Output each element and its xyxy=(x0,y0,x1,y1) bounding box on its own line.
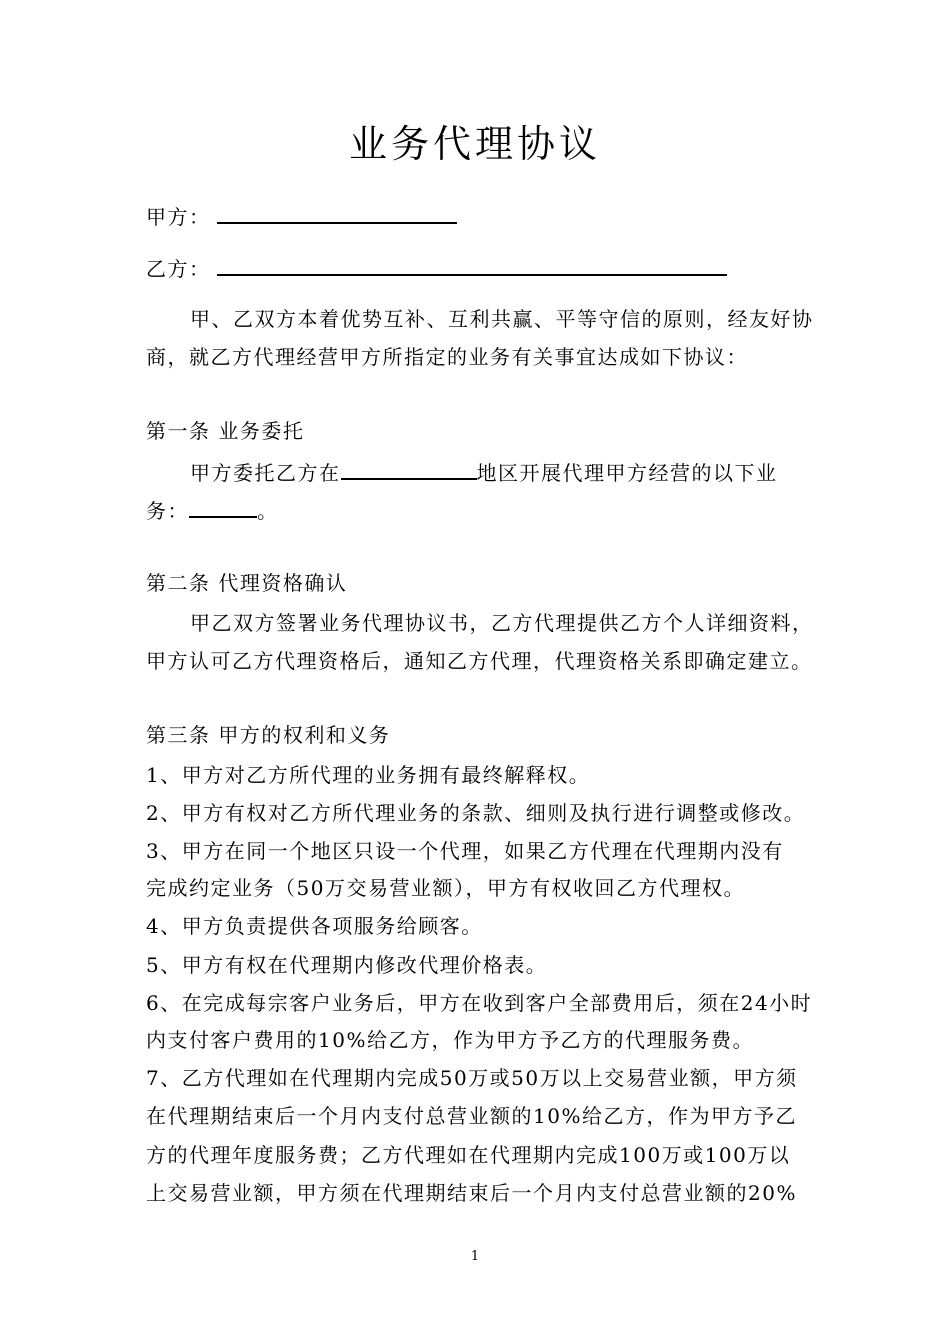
article1-text-post: 地区开展代理甲方经营的以下业 xyxy=(476,461,778,485)
article3-line-3: 3、甲方在同一个地区只设一个代理，如果乙方代理在代理期内没有 xyxy=(146,839,784,863)
article3-line-9: 7、乙方代理如在代理期内完成50万或50万以上交易营业额，甲方须 xyxy=(146,1066,798,1090)
party-b-label: 乙方： xyxy=(146,257,211,281)
article3-line-11: 方的代理年度服务费；乙方代理如在代理期内完成100万或100万以 xyxy=(146,1143,791,1167)
intro-line-2: 商，就乙方代理经营甲方所指定的业务有关事宜达成如下协议： xyxy=(146,345,748,369)
article3-line-4: 完成约定业务（50万交易营业额），甲方有权收回乙方代理权。 xyxy=(146,876,745,900)
article3-line-12: 上交易营业额，甲方须在代理期结束后一个月内支付总营业额的20% xyxy=(146,1181,797,1205)
region-blank xyxy=(341,456,477,480)
article3-line-7: 6、在完成每宗客户业务后，甲方在收到客户全部费用后，须在24小时 xyxy=(146,991,813,1015)
party-b-line xyxy=(146,252,727,284)
article1-business-label: 务： xyxy=(146,499,189,523)
article3-line-2: 2、甲方有权对乙方所代理业务的条款、细则及执行进行调整或修改。 xyxy=(146,801,806,825)
article3-line-6: 5、甲方有权在代理期内修改代理价格表。 xyxy=(146,953,548,977)
business-blank xyxy=(189,494,257,518)
party-b-blank xyxy=(217,252,727,276)
article1-heading: 第一条 业务委托 xyxy=(146,419,305,443)
article3-line-10: 在代理期结束后一个月内支付总营业额的10%给乙方，作为甲方予乙 xyxy=(146,1104,797,1128)
article2-line-1: 甲乙双方签署业务代理协议书，乙方代理提供乙方个人详细资料， xyxy=(190,611,814,635)
article3-heading: 第三条 甲方的权利和义务 xyxy=(146,723,391,747)
article1-text-pre: 甲方委托乙方在 xyxy=(190,461,341,485)
article3-line-1: 1、甲方对乙方所代理的业务拥有最终解释权。 xyxy=(146,763,591,787)
article2-line-2: 甲方认可乙方代理资格后，通知乙方代理，代理资格关系即确定建立。 xyxy=(146,649,813,673)
article1-period: 。 xyxy=(257,499,279,523)
article2-heading: 第二条 代理资格确认 xyxy=(146,571,348,595)
party-a-line xyxy=(146,200,457,232)
page-number: 1 xyxy=(470,1249,480,1264)
article1-line-1 xyxy=(190,456,778,488)
article1-line-2 xyxy=(146,494,279,526)
party-a-label: 甲方： xyxy=(146,205,211,229)
article3-line-8: 内支付客户费用的10%给乙方，作为甲方予乙方的代理服务费。 xyxy=(146,1028,754,1052)
article3-line-5: 4、甲方负责提供各项服务给顾客。 xyxy=(146,914,483,938)
party-a-blank xyxy=(217,200,457,224)
document-title: 业务代理协议 xyxy=(348,122,601,166)
intro-line-1: 甲、乙双方本着优势互补、互利共赢、平等守信的原则，经友好协 xyxy=(190,307,814,331)
